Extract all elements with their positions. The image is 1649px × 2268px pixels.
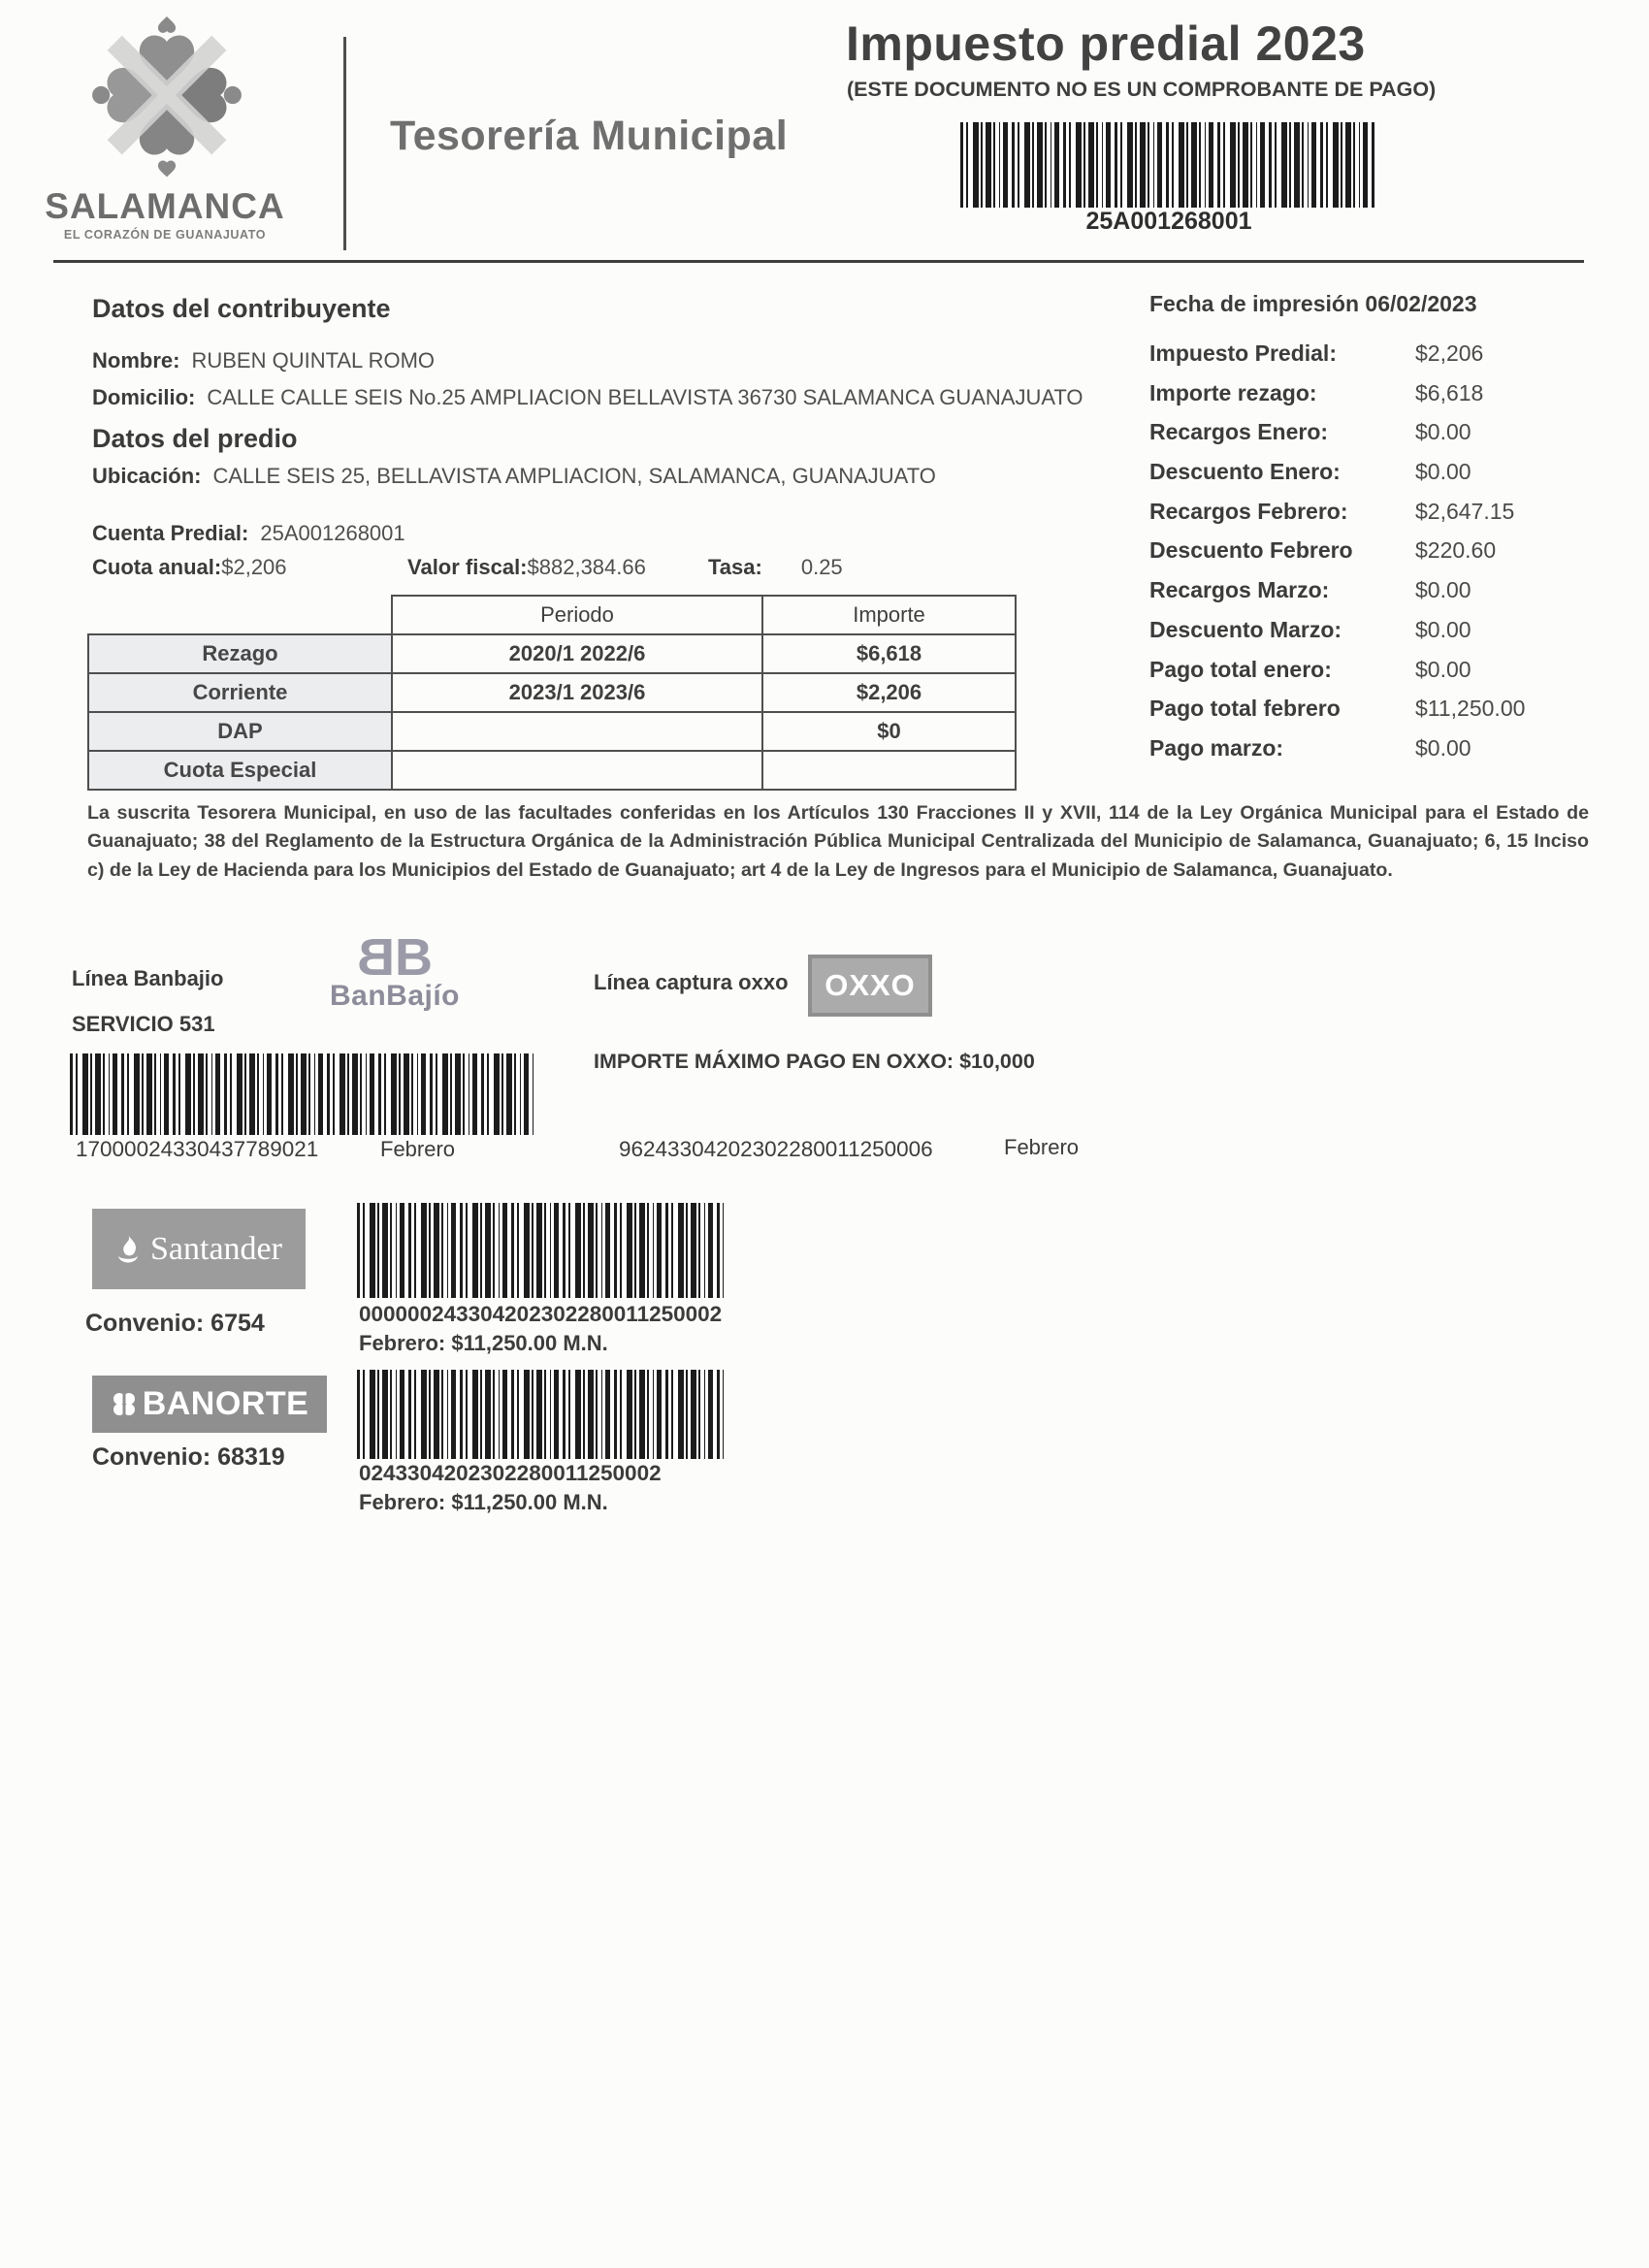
summary-value: $6,618 (1415, 379, 1484, 405)
account-barcode (960, 122, 1377, 208)
santander-logo-text: Santander (150, 1230, 282, 1267)
property-location-value: CALLE SEIS 25, BELLAVISTA AMPLIACION, SALAMANCA, GUANAJUATO (212, 464, 936, 488)
document-subtitle: (ESTE DOCUMENTO NO ES UN COMPROBANTE DE PAGO) (847, 78, 1437, 101)
summary-label: Recargos Febrero: (1149, 498, 1348, 524)
summary-label: Pago total febrero (1149, 696, 1341, 722)
account-barcode-number: 25A001268001 (1085, 208, 1252, 235)
taxpayer-name-label: Nombre: (92, 348, 180, 373)
property-account-row (92, 521, 405, 546)
taxpayer-address-value: CALLE CALLE SEIS No.25 AMPLIACION BELLAVISTA 36730 SALAMANCA GUANAJUATO (207, 385, 1083, 409)
charges-concept: DAP (88, 712, 392, 751)
header-vertical-divider (343, 37, 346, 250)
charges-header-amount: Importe (762, 596, 1016, 634)
property-account-label: Cuenta Predial: (92, 521, 249, 545)
banbajio-logo (303, 928, 487, 1013)
summary-value: $11,250.00 (1415, 696, 1526, 722)
santander-barcode-number: 000000243304202302280011250002 (359, 1302, 723, 1326)
charges-concept: Corriente (88, 673, 392, 712)
charges-period: 2020/1 2022/6 (392, 634, 762, 673)
charges-concept: Cuota Especial (88, 751, 392, 790)
banbajio-barcode-number: 17000024330437789021 (76, 1137, 319, 1161)
property-account-value: 25A001268001 (260, 521, 405, 545)
summary-label: Descuento Febrero (1149, 537, 1353, 564)
summary-value: $0.00 (1415, 459, 1471, 485)
annual-fee-label: Cuota anual: (92, 555, 222, 579)
summary-value: $2,647.15 (1415, 498, 1515, 524)
summary-row (1149, 459, 1605, 499)
charges-header-empty (88, 596, 392, 634)
charges-row-corriente (88, 673, 1016, 712)
banorte-logo-text: BANORTE (142, 1385, 309, 1422)
summary-row (1149, 735, 1605, 775)
department-title: Tesorería Municipal (390, 113, 789, 159)
charges-row-cuota-especial (88, 751, 1016, 790)
summary-label: Recargos Enero: (1149, 419, 1329, 445)
charges-row-dap (88, 712, 1016, 751)
summary-row (1149, 380, 1605, 420)
summary-row (1149, 499, 1605, 538)
summary-value: $0.00 (1415, 577, 1471, 603)
banorte-amount-line: Febrero: $11,250.00 M.N. (359, 1490, 608, 1514)
fiscal-value-label: Valor fiscal: (407, 555, 528, 579)
banorte-barcode (357, 1370, 724, 1459)
charges-period: 2023/1 2023/6 (392, 673, 762, 712)
fiscal-value-value: $882,384.66 (527, 555, 646, 579)
oxxo-logo (808, 955, 932, 1017)
taxpayer-section-title: Datos del contribuyente (92, 294, 391, 323)
taxpayer-address-row (92, 385, 1083, 410)
print-date: Fecha de impresión 06/02/2023 (1149, 291, 1477, 316)
charges-period (392, 712, 762, 751)
rate-group (708, 555, 843, 580)
legal-text: La suscrita Tesorera Municipal, en uso de las facultades conferidas en los Artículos 130 Fracciones II y XVII, 114 de la Ley Orgánica Municipal para el Estado de Guanajuato; 38 del Reglamento de la Estructura Orgánica de la Administración Pública Municipal Centralizada del Municipio de Salamanca, Guanajuato; 6, 15 Inciso c) de la Ley de Hacienda para los Municipios del Estado de Guanajuato; art 4 de la Ley de Ingresos para el Municipio de Salamanca, Guanajuato. (87, 802, 1589, 881)
summary-row (1149, 696, 1605, 735)
amounts-summary (1149, 340, 1605, 775)
fiscal-value-group (407, 555, 646, 580)
summary-row (1149, 577, 1605, 617)
charges-period (392, 751, 762, 790)
charges-amount: $6,618 (762, 634, 1016, 673)
document-title: Impuesto predial 2023 (846, 16, 1366, 71)
banorte-clover-icon (111, 1391, 138, 1418)
charges-amount: $2,206 (762, 673, 1016, 712)
summary-label: Impuesto Predial: (1149, 340, 1337, 366)
banbajio-barcode (70, 1053, 534, 1135)
property-location-row (92, 464, 936, 489)
taxpayer-address-label: Domicilio: (92, 385, 196, 409)
charges-table (87, 595, 1017, 791)
oxxo-max-note: IMPORTE MÁXIMO PAGO EN OXXO: $10,000 (594, 1050, 1035, 1073)
summary-value: $0.00 (1415, 616, 1471, 642)
banbajio-service: SERVICIO 531 (72, 1012, 215, 1036)
santander-amount-line: Febrero: $11,250.00 M.N. (359, 1331, 608, 1355)
banbajio-line-label: Línea Banbajio (72, 966, 224, 990)
santander-logo (92, 1209, 306, 1289)
summary-value: $220.60 (1415, 537, 1497, 564)
summary-label: Pago total enero: (1149, 656, 1332, 682)
banbajio-month: Febrero (380, 1137, 456, 1161)
charges-row-rezago (88, 634, 1016, 673)
oxxo-logo-text: OXXO (824, 968, 916, 1002)
summary-label: Descuento Marzo: (1149, 616, 1342, 642)
santander-flame-icon (115, 1234, 141, 1265)
taxpayer-name-row (92, 348, 435, 373)
brand-tagline: EL CORAZÓN DE GUANAJUATO (63, 228, 267, 242)
banorte-convenio: Convenio: 68319 (92, 1443, 285, 1471)
santander-barcode (357, 1203, 724, 1298)
annual-fee-value: $2,206 (221, 555, 287, 579)
header-rule (53, 260, 1584, 263)
oxxo-line-label: Línea captura oxxo (594, 970, 789, 994)
rate-label: Tasa: (708, 555, 762, 579)
banorte-logo (92, 1376, 327, 1433)
charges-amount (762, 751, 1016, 790)
salamanca-emblem-icon (85, 12, 248, 188)
summary-row (1149, 537, 1605, 577)
summary-value: $0.00 (1415, 656, 1471, 682)
charges-amount: $0 (762, 712, 1016, 751)
oxxo-capture-line: 96243304202302280011250006 (619, 1137, 933, 1161)
summary-row (1149, 340, 1605, 380)
summary-value: $0.00 (1415, 419, 1471, 445)
summary-row (1149, 419, 1605, 459)
property-location-label: Ubicación: (92, 464, 202, 488)
banbajio-logo-text: BanBajío (329, 980, 461, 1012)
annual-fee-group (92, 555, 287, 580)
charges-header-period: Periodo (392, 596, 762, 634)
summary-label: Descuento Enero: (1149, 459, 1341, 485)
taxpayer-name-value: RUBEN QUINTAL ROMO (191, 348, 436, 373)
summary-label: Pago marzo: (1149, 734, 1284, 761)
brand-block (39, 188, 291, 242)
brand-city: SALAMANCA (45, 186, 285, 226)
summary-label: Recargos Marzo: (1149, 577, 1330, 603)
summary-value: $0.00 (1415, 734, 1471, 761)
charges-header-row (88, 596, 1016, 634)
property-section-title: Datos del predio (92, 424, 298, 453)
oxxo-month: Febrero (1004, 1135, 1080, 1159)
summary-row (1149, 617, 1605, 657)
banorte-barcode-number: 0243304202302280011250002 (359, 1461, 662, 1485)
summary-value: $2,206 (1415, 340, 1484, 366)
charges-concept: Rezago (88, 634, 392, 673)
santander-convenio: Convenio: 6754 (85, 1310, 265, 1337)
summary-label: Importe rezago: (1149, 379, 1317, 405)
rate-value: 0.25 (800, 555, 843, 579)
banbajio-monogram-icon: BB (363, 928, 427, 987)
summary-row (1149, 657, 1605, 697)
